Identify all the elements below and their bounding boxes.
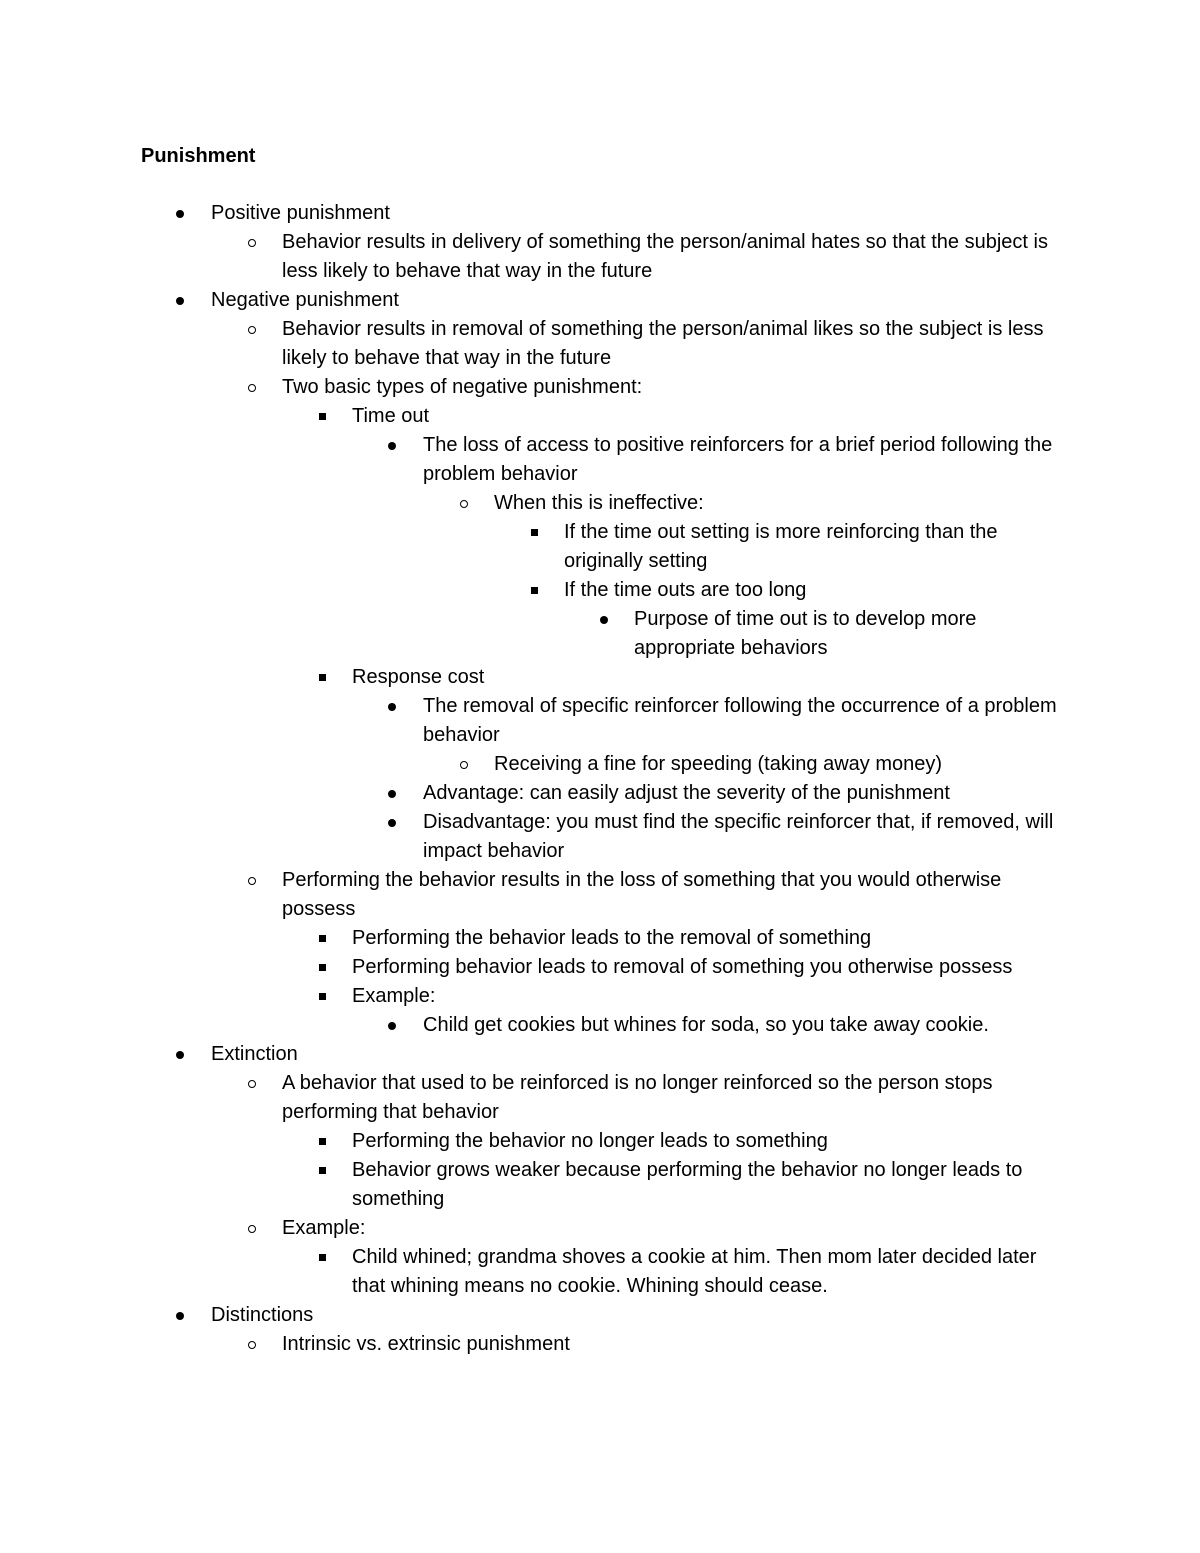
square-bullet-icon: [312, 663, 332, 692]
list-item-text: Receiving a fine for speeding (taking away money): [494, 753, 943, 775]
document-title: Punishment: [141, 145, 256, 167]
list-item: [0, 692, 1058, 750]
list-item-text: Behavior results in removal of something the person/animal likes so the subject is less likely to behave that way in the future: [282, 318, 1044, 369]
list-item-text: Performing the behavior leads to the removal of something: [352, 927, 872, 949]
list-item-text: Extinction: [211, 1043, 298, 1065]
list-item-text: The removal of specific reinforcer following the occurrence of a problem behavior: [423, 695, 1057, 746]
list-item-text: Behavior results in delivery of something the person/animal hates so that the subject is less likely to behave that way in the future: [282, 231, 1048, 282]
list-item: [0, 1040, 1058, 1069]
list-item: [0, 924, 1058, 953]
disc-bullet-icon: [170, 1040, 190, 1069]
list-item: [0, 315, 1058, 373]
disc-bullet-icon: [170, 199, 190, 228]
circle-bullet-icon: [242, 866, 262, 895]
square-bullet-icon: [524, 576, 544, 605]
circle-bullet-icon: [454, 489, 474, 518]
circle-bullet-icon: [242, 1214, 262, 1243]
list-item-text: A behavior that used to be reinforced is no longer reinforced so the person stops performing that behavior: [282, 1072, 993, 1123]
disc-bullet-icon: [594, 605, 614, 634]
list-item-text: When this is ineffective:: [494, 492, 704, 514]
list-item: [0, 1301, 1058, 1330]
list-item-text: Example:: [282, 1217, 366, 1239]
list-item: [0, 373, 1058, 402]
square-bullet-icon: [312, 982, 332, 1011]
disc-bullet-icon: [382, 779, 402, 808]
list-item-text: Child get cookies but whines for soda, so you take away cookie.: [423, 1014, 989, 1036]
square-bullet-icon: [312, 953, 332, 982]
circle-bullet-icon: [242, 315, 262, 344]
list-item-text: Two basic types of negative punishment:: [282, 376, 643, 398]
list-item: [0, 431, 1058, 489]
disc-bullet-icon: [382, 808, 402, 837]
list-item-text: Positive punishment: [211, 202, 390, 224]
list-item-text: If the time outs are too long: [564, 579, 807, 601]
list-item: [0, 1243, 1058, 1301]
list-item: [0, 228, 1058, 286]
list-item: [0, 1214, 1058, 1243]
list-item: [0, 779, 1058, 808]
list-item-text: Intrinsic vs. extrinsic punishment: [282, 1333, 570, 1355]
square-bullet-icon: [524, 518, 544, 547]
list-item: [0, 982, 1058, 1011]
square-bullet-icon: [312, 1127, 332, 1156]
disc-bullet-icon: [382, 692, 402, 721]
list-item-text: Behavior grows weaker because performing the behavior no longer leads to something: [352, 1159, 1023, 1210]
list-item: [0, 576, 1058, 605]
list-item-text: Example:: [352, 985, 436, 1007]
list-item: [0, 518, 1058, 576]
disc-bullet-icon: [170, 286, 190, 315]
circle-bullet-icon: [454, 750, 474, 779]
list-item-text: Purpose of time out is to develop more appropriate behaviors: [634, 608, 977, 659]
list-item: [0, 1011, 1058, 1040]
list-item: [0, 953, 1058, 982]
list-item: [0, 1330, 1058, 1359]
outline-list: [0, 199, 1200, 1359]
list-item-text: The loss of access to positive reinforcers for a brief period following the problem behavior: [423, 434, 1053, 485]
list-item: [0, 750, 1058, 779]
list-item: [0, 286, 1058, 315]
list-item-text: Performing the behavior results in the loss of something that you would otherwise possess: [282, 869, 1002, 920]
list-item-text: If the time out setting is more reinforcing than the originally setting: [564, 521, 998, 572]
disc-bullet-icon: [382, 1011, 402, 1040]
list-item: [0, 663, 1058, 692]
list-item: [0, 199, 1058, 228]
list-item: [0, 1069, 1058, 1127]
list-item-text: Performing behavior leads to removal of something you otherwise possess: [352, 956, 1013, 978]
list-item-text: Disadvantage: you must find the specific reinforcer that, if removed, will impact behavior: [423, 811, 1054, 862]
list-item: [0, 489, 1058, 518]
square-bullet-icon: [312, 924, 332, 953]
circle-bullet-icon: [242, 1069, 262, 1098]
list-item-text: Advantage: can easily adjust the severity of the punishment: [423, 782, 950, 804]
square-bullet-icon: [312, 402, 332, 431]
circle-bullet-icon: [242, 228, 262, 257]
list-item-text: Child whined; grandma shoves a cookie at him. Then mom later decided later that whining means no cookie. Whining should cease.: [352, 1246, 1037, 1297]
list-item-text: Distinctions: [211, 1304, 314, 1326]
list-item-text: Negative punishment: [211, 289, 399, 311]
list-item: [0, 1156, 1058, 1214]
square-bullet-icon: [312, 1156, 332, 1185]
circle-bullet-icon: [242, 1330, 262, 1359]
list-item-text: Response cost: [352, 666, 485, 688]
disc-bullet-icon: [382, 431, 402, 460]
list-item-text: Time out: [352, 405, 430, 427]
list-item: [0, 808, 1058, 866]
list-item: [0, 605, 1058, 663]
circle-bullet-icon: [242, 373, 262, 402]
list-item: [0, 402, 1058, 431]
square-bullet-icon: [312, 1243, 332, 1272]
list-item: [0, 1127, 1058, 1156]
list-item-text: Performing the behavior no longer leads to something: [352, 1130, 828, 1152]
list-item: [0, 866, 1058, 924]
disc-bullet-icon: [170, 1301, 190, 1330]
